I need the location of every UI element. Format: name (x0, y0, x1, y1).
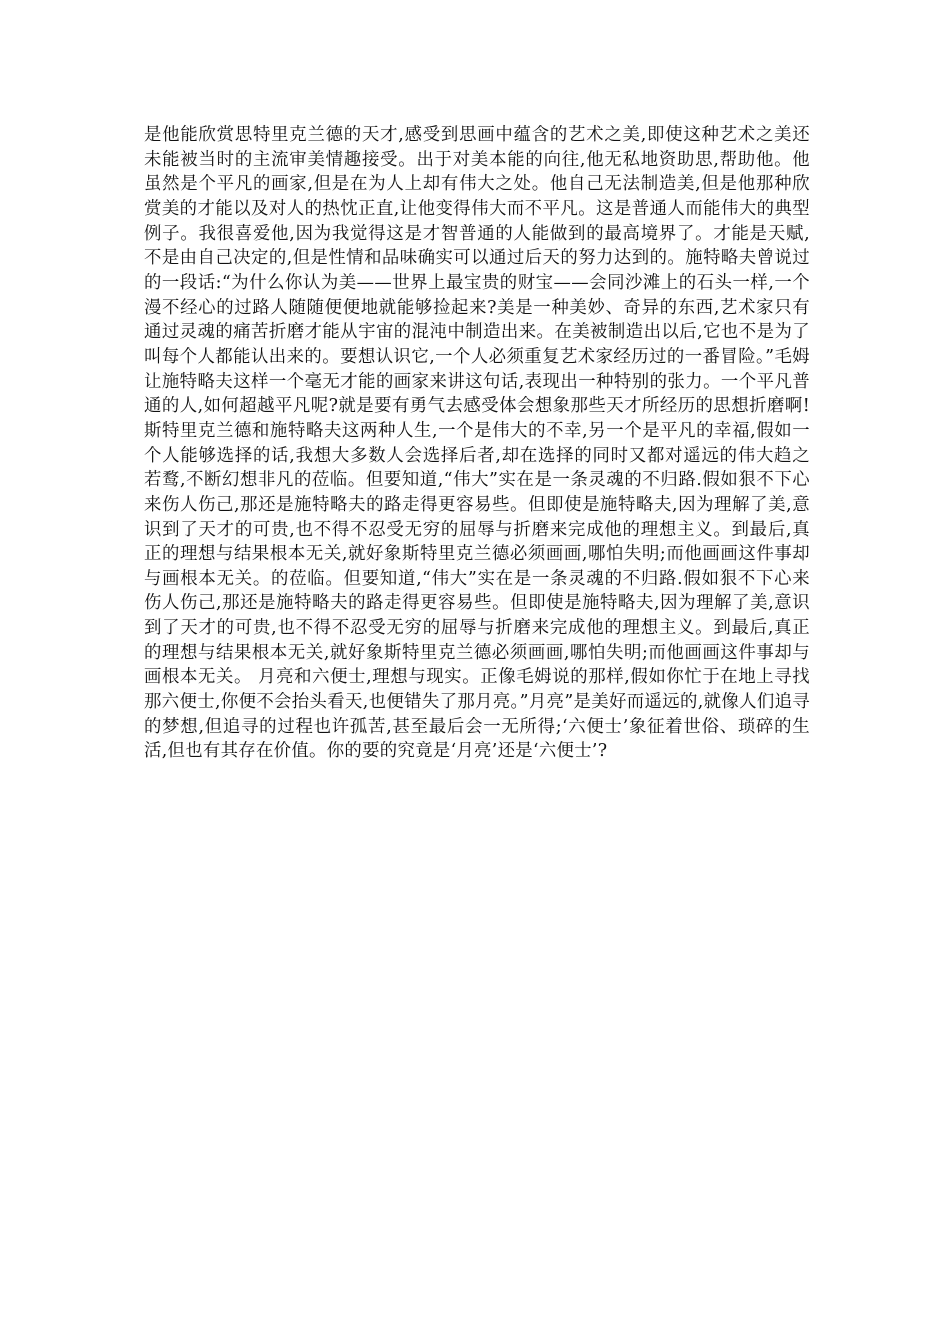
body-paragraph: 是他能欣赏思特里克兰德的天才,感受到思画中蕴含的艺术之美,即使这种艺术之美还未能被当时的主流审美情趣接受。出于对美本能的向往,他无私地资助思,帮助他。他虽然是个平凡的画家,但是在为人上却有伟大之处。他自己无法制造美,但是他那种欣赏美的才能以及对人的热忱正直,让他变得伟大而不平凡。这是普通人而能伟大的典型例子。我很喜爱他,因为我觉得这是才智普通的人能做到的最高境界了。才能是天赋,不是由自己决定的,但是性情和品味确实可以通过后天的努力达到的。施特略夫曾说过的一段话:“为什么你认为美——世界上最宝贵的财宝——会同沙滩上的石头一样,一个漫不经心的过路人随随便便地就能够捡起来?美是一种美妙、奇异的东西,艺术家只有通过灵魂的痛苦折磨才能从宇宙的混沌中制造出来。在美被制造出以后,它也不是为了叫每个人都能认出来的。要想认识它,一个人必须重复艺术家经历过的一番冒险。”毛姆让施特略夫这样一个毫无才能的画家来讲这句话,表现出一种特别的张力。一个平凡普通的人,如何超越平凡呢?就是要有勇气去感受体会想象那些天才所经历的思想折磨啊!斯特里克兰德和施特略夫这两种人生,一个是伟大的不幸,另一个是平凡的幸福,假如一个人能够选择的话,我想大多数人会选择后者,却在选择的同时又都对遥远的伟大趋之若鹜,不断幻想非凡的莅临。但要知道,“伟大”实在是一条灵魂的不归路.假如狠不下心来伤人伤己,那还是施特略夫的路走得更容易些。但即使是施特略夫,因为理解了美,意识到了天才的可贵,也不得不忍受无穷的屈辱与折磨来完成他的理想主义。到最后,真正的理想与结果根本无关,就好象斯特里克兰德必须画画,哪怕失明;而他画画这件事却与画根本无关。的莅临。但要知道,“伟大”实在是一条灵魂的不归路.假如狠不下心来伤人伤己,那还是施特略夫的路走得更容易些。但即使是施特略夫,因为理解了美,意识到了天才的可贵,也不得不忍受无穷的屈辱与折磨来完成他的理想主义。到最后,真正的理想与结果根本无关,就好象斯特里克兰德必须画画,哪怕失明;而他画画这件事却与画根本无关。 月亮和六便士,理想与现实。正像毛姆说的那样,假如你忙于在地上寻找那六便士,你便不会抬头看天,也便错失了那月亮。”月亮”是美好而遥远的,就像人们追寻的梦想,但追寻的过程也许孤苦,甚至最后会一无所得;‘六便士’象征着世俗、琐碎的生活,但也有其存在价值。你的要的究竟是‘月亮’还是‘六便士’? (144, 125, 810, 762)
